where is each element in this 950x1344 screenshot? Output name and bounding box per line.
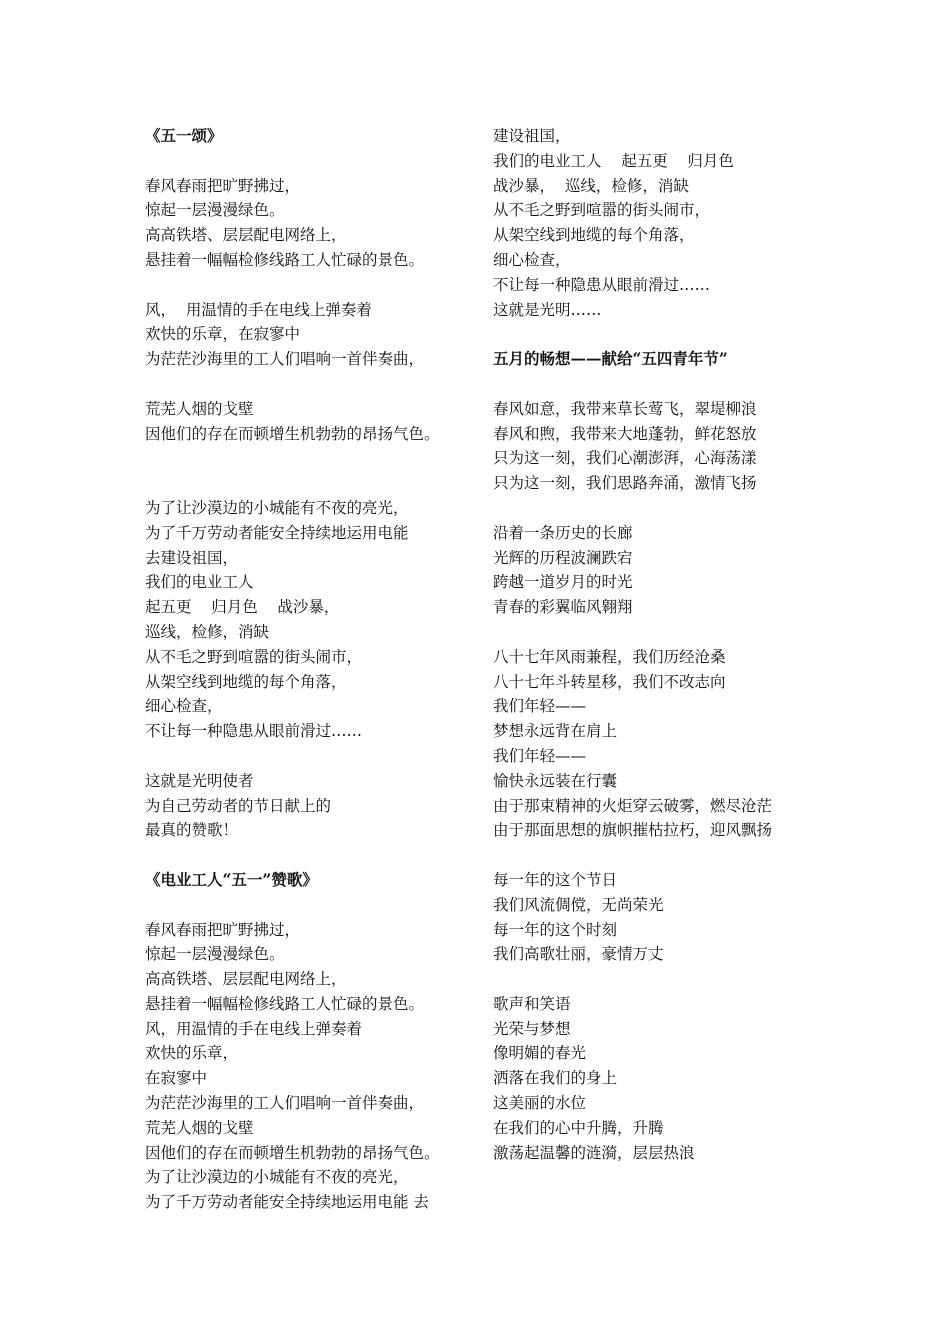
poem-line: 悬挂着一幅幅检修线路工人忙碌的景色。 bbox=[145, 994, 425, 1013]
poem-line: 欢快的乐章， bbox=[145, 1044, 239, 1063]
poem-line: 为茫茫沙海里的工人们唱响一首伴奏曲， bbox=[145, 350, 425, 369]
poem-line: 跨越一道岁月的时光 bbox=[493, 573, 633, 592]
poem-line: 为自己劳动者的节日献上的 bbox=[145, 796, 332, 815]
stanza bbox=[493, 868, 813, 967]
poem-line: 高高铁塔、层层配电网络上， bbox=[145, 970, 347, 989]
poem-line: 像明媚的春光 bbox=[493, 1044, 587, 1063]
poem-line: 春风春雨把旷野拂过， bbox=[145, 176, 301, 195]
poem-line: 悬挂着一幅幅检修线路工人忙碌的景色。 bbox=[145, 250, 425, 269]
poem-line: 从架空线到地缆的每个角落， bbox=[493, 226, 695, 245]
poem-line: 这就是光明使者 bbox=[145, 771, 254, 790]
stanza bbox=[493, 992, 813, 1166]
poem-line: 细心检查， bbox=[493, 250, 571, 269]
poem-line: 因他们的存在而顿增生机勃勃的昂扬气色。 bbox=[145, 424, 440, 443]
poem-line: 不让每一种隐患从眼前滑过…… bbox=[145, 722, 363, 741]
poem-line: 细心检查， bbox=[145, 697, 223, 716]
poem-line: 从架空线到地缆的每个角落， bbox=[145, 672, 347, 691]
poem-line: 只为这一刻，我们心潮澎湃，心海荡漾 bbox=[493, 449, 757, 468]
stanza bbox=[145, 496, 465, 744]
left-column bbox=[145, 124, 465, 1215]
poem-line: 我们年轻—— bbox=[493, 697, 587, 716]
poem-line: 光辉的历程波澜跌宕 bbox=[493, 548, 633, 567]
poem-line: 不让每一种隐患从眼前滑过…… bbox=[493, 275, 711, 294]
poem-line: 为了让沙漠边的小城能有不夜的亮光， bbox=[145, 1168, 409, 1187]
stanza bbox=[145, 769, 465, 843]
poem-line: 由于那束精神的火炬穿云破雾，燃尽沧茫 bbox=[493, 796, 773, 815]
stanza bbox=[493, 397, 813, 496]
poem-line: 春风春雨把旷野拂过， bbox=[145, 920, 301, 939]
poem-line: 这美丽的水位 bbox=[493, 1094, 587, 1113]
poem-line: 惊起一层漫漫绿色。 bbox=[145, 945, 285, 964]
poem-line: 洒落在我们的身上 bbox=[493, 1069, 618, 1088]
poem-line: 欢快的乐章，在寂寥中 bbox=[145, 325, 301, 344]
poem-line: 惊起一层漫漫绿色。 bbox=[145, 201, 285, 220]
poem-line: 巡线，检修，消缺 bbox=[145, 622, 270, 641]
poem-line: 春风和煦，我带来大地蓬勃，鲜花怒放 bbox=[493, 424, 757, 443]
poem-line: 从不毛之野到喧嚣的街头闹市， bbox=[145, 647, 363, 666]
poem-line: 这就是光明…… bbox=[493, 300, 602, 319]
poem-line: 荒芜人烟的戈壁 bbox=[145, 399, 254, 418]
poem-title: 《电业工人“五一”赞歌》 bbox=[145, 869, 318, 889]
poem-line: 高高铁塔、层层配电网络上， bbox=[145, 226, 347, 245]
stanza bbox=[145, 298, 465, 372]
poem-line: 为了千万劳动者能安全持续地运用电能 bbox=[145, 523, 409, 542]
poem-line: 建设祖国， bbox=[493, 127, 571, 145]
poem-line: 从不毛之野到喧嚣的街头闹市， bbox=[493, 201, 711, 220]
poem-line: 每一年的这个节日 bbox=[493, 870, 618, 889]
poem-line: 最真的赞歌！ bbox=[145, 821, 239, 840]
stanza bbox=[145, 397, 465, 447]
stanza bbox=[493, 521, 813, 620]
stanza bbox=[493, 645, 813, 843]
poem-title: 五月的畅想——献给“五四青年节” bbox=[493, 349, 728, 369]
poem-line: 风，用温情的手在电线上弹奏着 bbox=[145, 1019, 363, 1038]
poem-line: 春风如意，我带来草长莺飞，翠堤柳浪 bbox=[493, 399, 757, 418]
stanza bbox=[145, 918, 465, 1216]
poem-line: 起五更 归月色 战沙暴， bbox=[145, 598, 340, 617]
poem-line: 由于那面思想的旗帜摧枯拉朽，迎风飘扬 bbox=[493, 821, 773, 840]
poem-title: 《五一颂》 bbox=[145, 126, 223, 145]
poem-line: 我们的电业工人 起五更 归月色 bbox=[493, 151, 734, 170]
stanza bbox=[145, 174, 465, 273]
poem-line: 沿着一条历史的长廊 bbox=[493, 523, 633, 542]
poem-line: 我们年轻—— bbox=[493, 746, 587, 765]
poem-line: 为了让沙漠边的小城能有不夜的亮光， bbox=[145, 498, 409, 517]
poem-line: 在寂寥中 bbox=[145, 1069, 208, 1088]
poem-line: 在我们的心中升腾，升腾 bbox=[493, 1118, 664, 1137]
poem-line: 八十七年风雨兼程，我们历经沧桑 bbox=[493, 647, 726, 666]
right-column bbox=[493, 124, 813, 1165]
poem-line: 歌声和笑语 bbox=[493, 994, 571, 1013]
poem-line: 荒芜人烟的戈壁 bbox=[145, 1118, 254, 1137]
poem-line: 激荡起温馨的涟漪，层层热浪 bbox=[493, 1143, 695, 1162]
poem-line: 因他们的存在而顿增生机勃勃的昂扬气色。 bbox=[145, 1143, 440, 1162]
poem-line: 愉快永远装在行囊 bbox=[493, 771, 618, 790]
poem-line: 我们高歌壮丽，豪情万丈 bbox=[493, 945, 664, 964]
poem-line: 青春的彩翼临风翱翔 bbox=[493, 598, 633, 617]
poem-line: 战沙暴， 巡线，检修，消缺 bbox=[493, 176, 689, 195]
poem-line: 光荣与梦想 bbox=[493, 1019, 571, 1038]
poem-line: 每一年的这个时刻 bbox=[493, 920, 618, 939]
poem-line: 梦想永远背在肩上 bbox=[493, 722, 618, 741]
poem-line: 我们风流倜傥，无尚荣光 bbox=[493, 895, 664, 914]
poem-line: 去建设祖国， bbox=[145, 548, 239, 567]
poem-line: 风， 用温情的手在电线上弹奏着 bbox=[145, 300, 372, 319]
poem-line: 为茫茫沙海里的工人们唱响一首伴奏曲， bbox=[145, 1094, 425, 1113]
poem-line: 只为这一刻，我们思路奔涌，激情飞扬 bbox=[493, 474, 757, 493]
stanza bbox=[493, 124, 813, 322]
poem-line: 八十七年斗转星移，我们不改志向 bbox=[493, 672, 726, 691]
poem-line: 为了千万劳动者能安全持续地运用电能 去 bbox=[145, 1193, 429, 1212]
poem-line: 我们的电业工人 bbox=[145, 573, 254, 592]
